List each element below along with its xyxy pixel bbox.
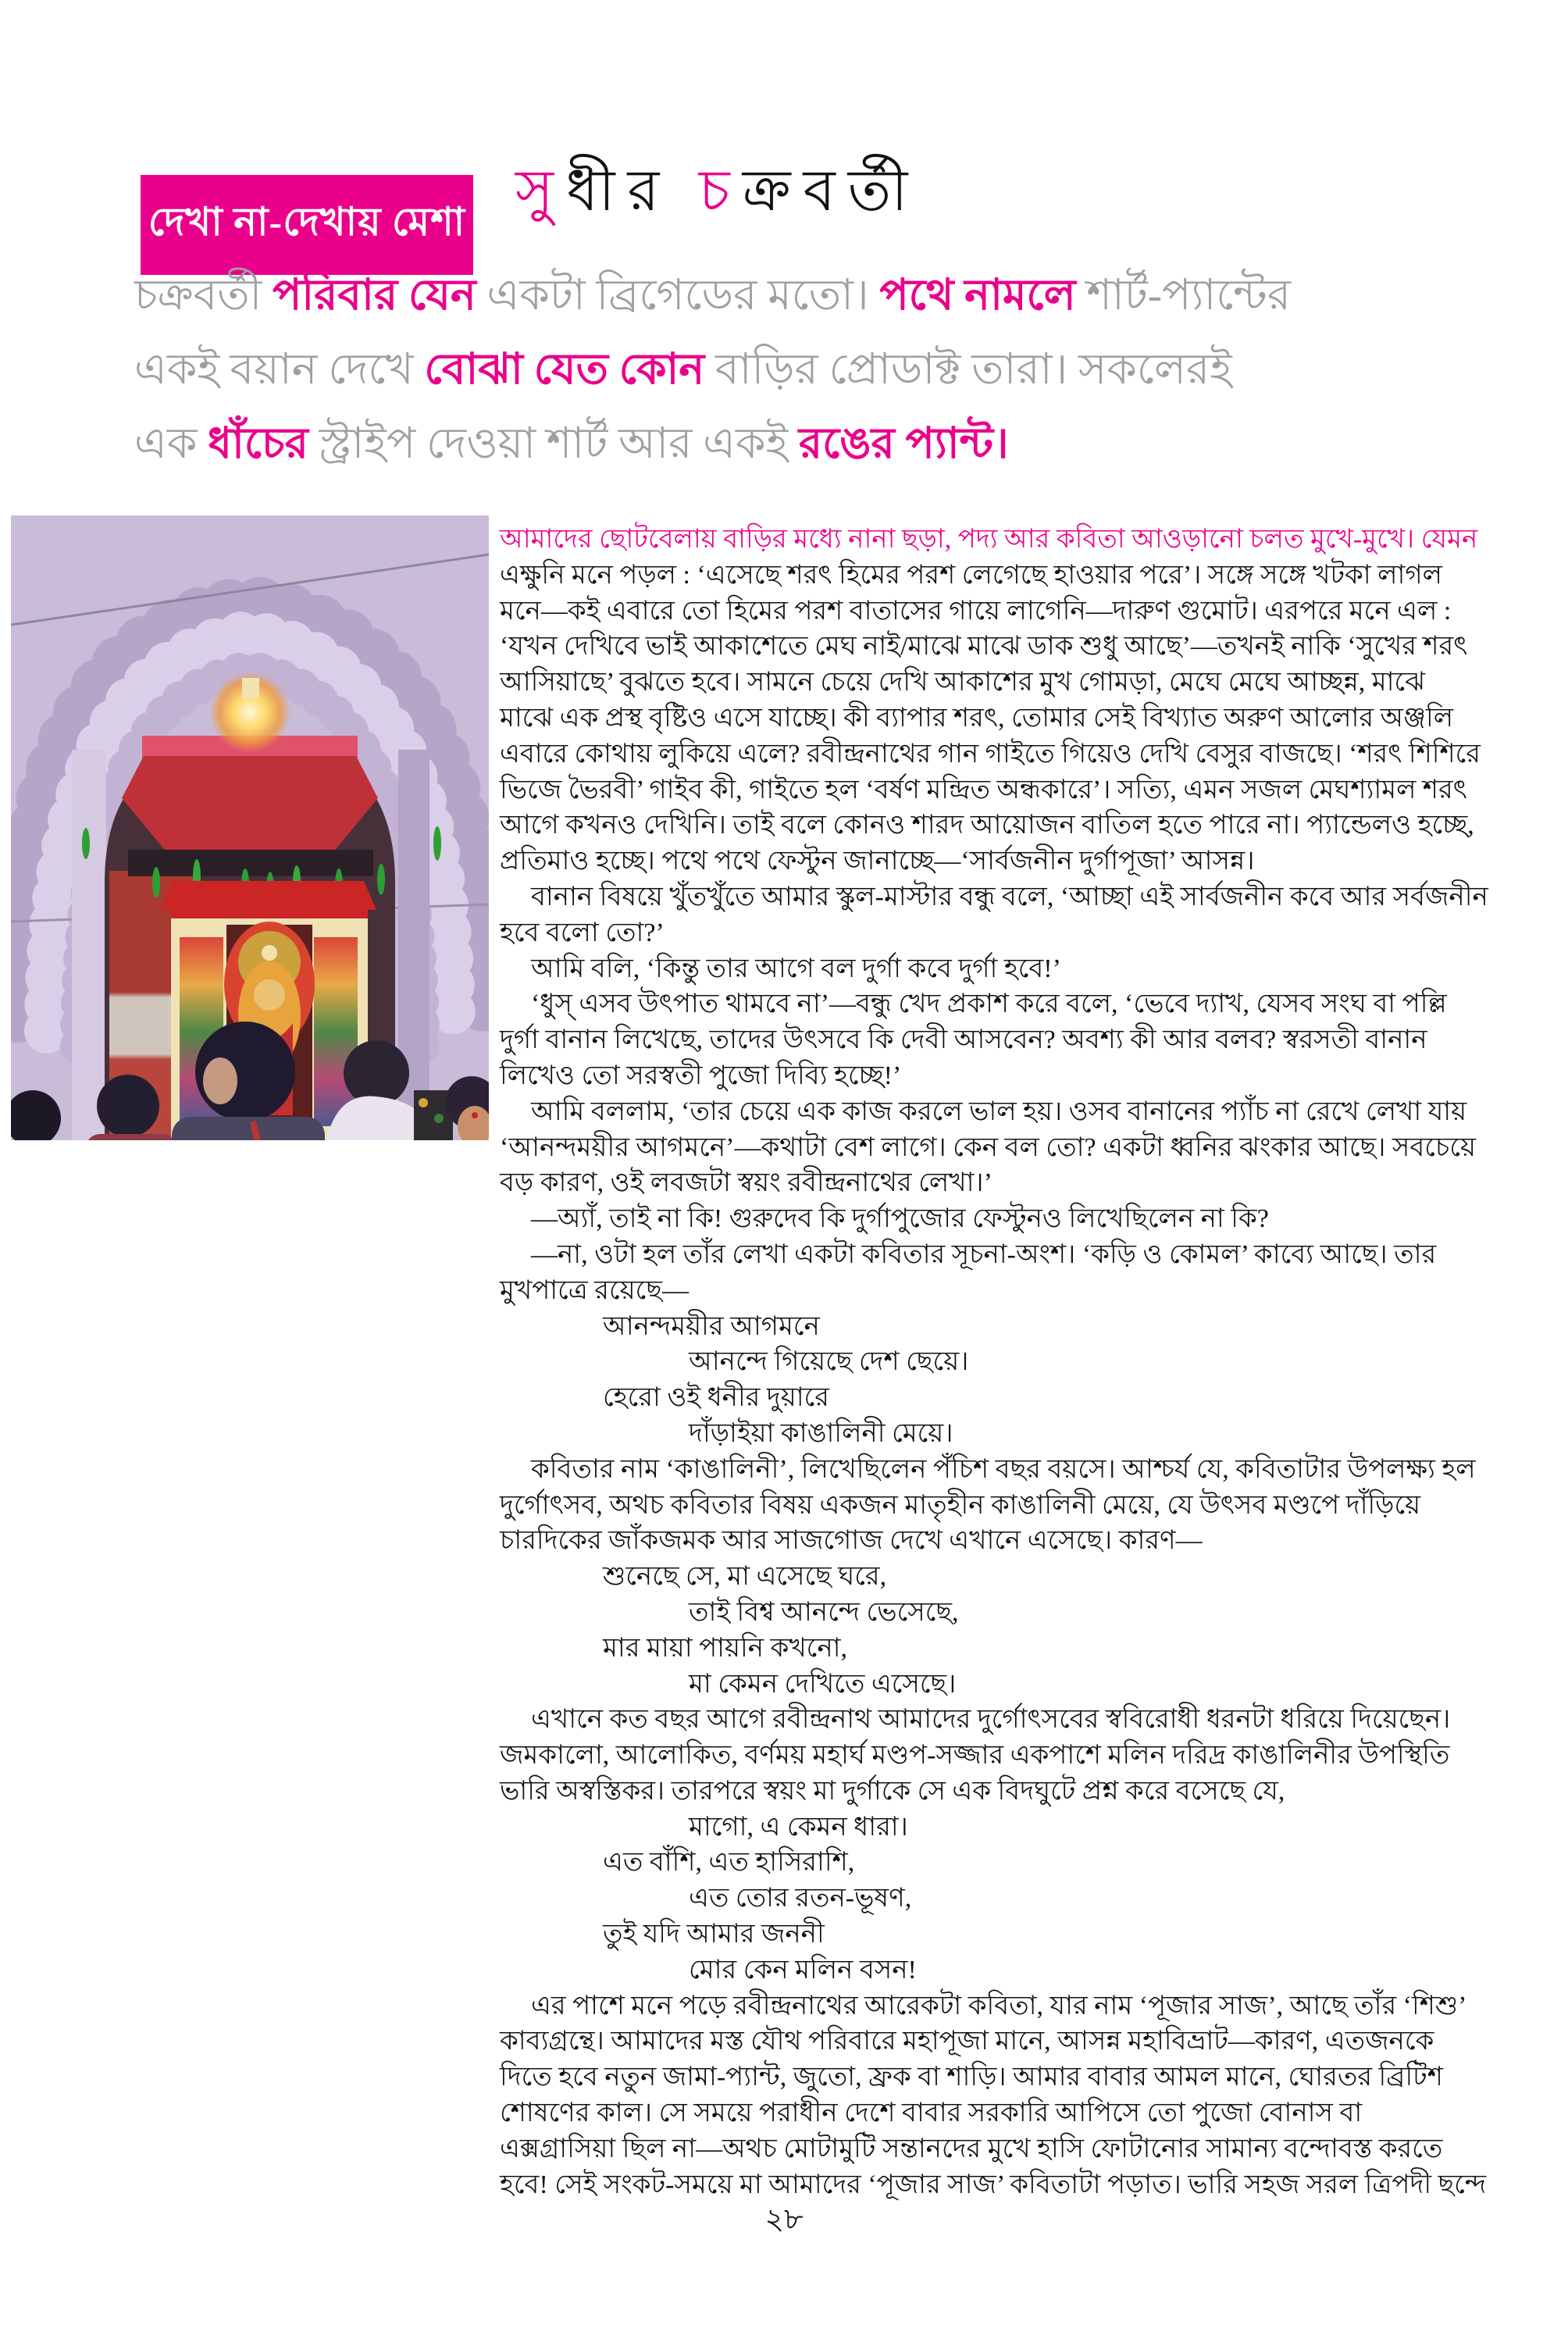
body-line: ভিজে ভৈরবী’ গাইব কী, গাইতে হল ‘বর্ষণ মন্দ্রিত অন্ধকারে’। সত্যি, এমন সজল মেঘশ্যামল শরৎ (500, 775, 1467, 804)
body-line: এক্ষুনি মনে পড়ল : ‘এসেছে শরৎ হিমের পরশ লেগেছে হাওয়ার পরে’। সঙ্গে সঙ্গে খটকা লাগল (500, 560, 1442, 590)
poem-line: মার মায়া পায়নি কখনো, (603, 1633, 847, 1663)
plain-text: একটা ব্রিগেডের মতো। (486, 271, 880, 319)
durga-pandal-photo (11, 515, 489, 1140)
body-line: মুখপাত্রে রয়েছে— (500, 1275, 689, 1305)
poem-line: হেরো ওই ধনীর দুয়ারে (603, 1383, 829, 1413)
body-line: ‘যখন দেখিবে ভাই আকাশেতে মেঘ নাই/মাঝে মাঝে ডাক শুধু আছে’—তখনই নাকি ‘সুখের শরৎ (500, 632, 1468, 661)
body-line: চারদিকের জাঁকজমক আর সাজগোজ দেখে এখানে এসেছে। কারণ— (500, 1526, 1203, 1556)
body-line: এর পাশে মনে পড়ে রবীন্দ্রনাথের আরেকটা কবিতা, যার নাম ‘পূজার সাজ’, আছে তাঁর ‘শিশু’ (531, 1991, 1467, 2020)
section-kicker-label: দেখা না-দেখায় মেশা (148, 199, 466, 244)
poem-line: এত তোর রতন-ভূষণ, (689, 1884, 912, 1913)
plain-text: একই বয়ান দেখে (134, 345, 425, 393)
intro-line (134, 406, 1477, 480)
body-line: আগে কখনও দেখিনি। তাই বলে কোনও শারদ আয়োজন বাতিল হতে পারে না। প্যান্ডেলও হচ্ছে, (500, 811, 1474, 840)
body-line: আমি বলি, ‘কিন্তু তার আগে বল দুর্গা কবে দুর্গা হবে!’ (531, 954, 1061, 983)
body-line: —না, ওটা হল তাঁর লেখা একটা কবিতার সূচনা-অংশ। ‘কড়ি ও কোমল’ কাব্যে আছে। তার (531, 1239, 1437, 1269)
poem-line: তাই বিশ্ব আনন্দে ভেসেছে, (689, 1597, 959, 1627)
body-line: ‘ধুস্ এসব উৎপাত থামবে না’—বন্ধু খেদ প্রকাশ করে বলে, ‘ভেবে দ্যাখ, যেসব সংঘ বা পল্লি (531, 990, 1447, 1019)
body-line: দুর্গোৎসব, অথচ কবিতার বিষয় একজন মাতৃহীন কাঙালিনী মেয়ে, যে উৎসব মণ্ডপে দাঁড়িয়ে (500, 1490, 1421, 1520)
highlight-text: পথে নামলে (879, 271, 1087, 319)
poem-line: তুই যদি আমার জননী (603, 1920, 825, 1949)
poem-line: দাঁড়াইয়া কাঙালিনী মেয়ে। (689, 1418, 953, 1448)
highlight-text: সু (515, 159, 566, 223)
author-title (515, 147, 920, 243)
body-line: মনে—কই এবারে তো হিমের পরশ বাতাসের গায়ে লাগেনি—দারুণ গুমোট। এরপরে মনে এল : (500, 596, 1452, 626)
body-line: এক্সগ্রাসিয়া ছিল না—অথচ মোটামুটি সন্তানদের মুখে হাসি ফোটানোর সামান্য বন্দোবস্ত করতে (500, 2134, 1443, 2163)
poem-line: মা কেমন দেখিতে এসেছে। (689, 1669, 957, 1699)
highlight-text: রঙের প্যান্ট। (798, 419, 1009, 467)
plain-text: চক্রবর্তী (134, 271, 273, 319)
body-line: কাব্যগ্রন্থে। আমাদের মস্ত যৌথ পরিবারে মহাপূজা মানে, আসন্ন মহাবিভ্রাট—কারণ, এতজনকে (500, 2027, 1434, 2056)
body-line: লিখেও তো সরস্বতী পুজো দিব্যি হচ্ছে!’ (500, 1061, 902, 1090)
body-line: —অ্যাঁ, তাই না কি! গুরুদেব কি দুর্গাপুজোর ফেস্টুনও লিখেছিলেন না কি? (531, 1204, 1269, 1234)
body-line: হবে বলো তো?’ (500, 918, 665, 947)
poem-line: আনন্দে গিয়েছে দেশ ছেয়ে। (689, 1347, 969, 1377)
highlight-text: পরিবার যেন (273, 271, 487, 319)
plain-text: বাড়ির প্রোডাক্ট তারা। সকলেরই (715, 345, 1232, 393)
intro-deck (134, 258, 1477, 480)
body-line: দুর্গা বানান লিখেছে, তাদের উৎসবে কি দেবী আসবেন? অবশ্য কী আর বলব? স্বরসতী বানান (500, 1025, 1427, 1055)
article-body (500, 522, 1488, 2202)
body-line: বড় কারণ, ওই লবজটা স্বয়ং রবীন্দ্রনাথের লেখা।’ (500, 1168, 992, 1198)
body-line: এখানে কত বছর আগে রবীন্দ্রনাথ আমাদের দুর্গোৎসবের স্ববিরোধী ধরনটা ধরিয়ে দিয়েছেন। (531, 1705, 1451, 1735)
body-line: ভারি অস্বস্তিকর। তারপরে স্বয়ং মা দুর্গাকে সে এক বিদঘুটে প্রশ্ন করে বসেছে যে, (500, 1776, 1285, 1806)
plain-text: এক (134, 419, 208, 467)
poem-line: শুনেছে সে, মা এসেছে ঘরে, (603, 1562, 887, 1592)
body-line: আসিয়াছে’ বুঝতে হবে। সামনে চেয়ে দেখি আকাশের মুখ গোমড়া, মেঘে মেঘে আচ্ছন্ন, মাঝে (500, 668, 1425, 697)
poem-line: মাগো, এ কেমন ধারা। (689, 1812, 908, 1842)
body-line: দিতে হবে নতুন জামা-প্যান্ট, জুতো, ফ্রক বা শাড়ি। আমার বাবার আমল মানে, ঘোরতর ব্রিটিশ (500, 2063, 1443, 2092)
plain-text: ধীর (565, 159, 699, 223)
body-line: মাঝে এক প্রস্থ বৃষ্টিও এসে যাচ্ছে। কী ব্যাপার শরৎ, তোমার সেই বিখ্যাত অরুণ আলোর অঞ্জলি (500, 703, 1454, 733)
highlight-text: চ (698, 159, 743, 223)
body-line: আমি বললাম, ‘তার চেয়ে এক কাজ করলে ভাল হয়। ওসব বানানের প্যাঁচ না রেখে লেখা যায় (531, 1097, 1467, 1126)
poem-line: মোর কেন মলিন বসন! (689, 1955, 917, 1984)
body-line: কবিতার নাম ‘কাঙালিনী’, লিখেছিলেন পঁচিশ বছর বয়সে। আশ্চর্য যে, কবিতাটার উপলক্ষ্য হল (531, 1454, 1476, 1484)
poem-line: এত বাঁশি, এত হাসিরাশি, (603, 1848, 855, 1878)
body-line: বানান বিষয়ে খুঁতখুঁতে আমার স্কুল-মাস্টার বন্ধু বলে, ‘আচ্ছা এই সার্বজনীন কবে আর সর্বজনীন (531, 882, 1488, 911)
body-line: প্রতিমাও হচ্ছে। পথে পথে ফেস্টুন জানাচ্ছে—‘সার্বজনীন দুর্গাপূজা’ আসন্ন। (500, 847, 1255, 876)
highlight-text: ধাঁচের (208, 419, 319, 467)
body-line: আমাদের ছোটবেলায় বাড়ির মধ্যে নানা ছড়া, পদ্য আর কবিতা আওড়ানো চলত মুখে-মুখে। যেমন (500, 525, 1478, 554)
plain-text: শার্ট-প্যান্টের (1086, 271, 1291, 319)
poem-line: আনন্দময়ীর আগমনে (603, 1311, 820, 1341)
highlight-text: বোঝা যেত কোন (424, 345, 715, 393)
body-line: শোষণের কাল। সে সময়ে পরাধীন দেশে বাবার সরকারি আপিসে তো পুজো বোনাস বা (500, 2099, 1363, 2128)
body-line: ‘আনন্দময়ীর আগমনে’—কথাটা বেশ লাগে। কেন বল তো? একটা ধ্বনির ঝংকার আছে। সবচেয়ে (500, 1132, 1477, 1162)
plain-text: ক্রবর্তী (742, 159, 921, 223)
intro-line (134, 258, 1477, 332)
body-line: হবে! সেই সংকট-সময়ে মা আমাদের ‘পূজার সাজ’ কবিতাটা পড়াত। ভারি সহজ সরল ত্রিপদী ছন্দে (500, 2170, 1487, 2199)
body-line: এবারে কোথায় লুকিয়ে এলে? রবীন্দ্রনাথের গান গাইতে গিয়েও দেখি বেসুর বাজছে। ‘শরৎ শিশিরে (500, 739, 1481, 768)
intro-line (134, 332, 1477, 406)
body-line: জমকালো, আলোকিত, বর্ণময় মহার্ঘ মণ্ডপ-সজ্জার একপাশে মলিন দরিদ্র কাঙালিনীর উপস্থিতি (500, 1741, 1450, 1771)
plain-text: স্ট্রাইপ দেওয়া শার্ট আর একই (319, 419, 799, 467)
page-number: ২৮ (764, 2203, 804, 2236)
